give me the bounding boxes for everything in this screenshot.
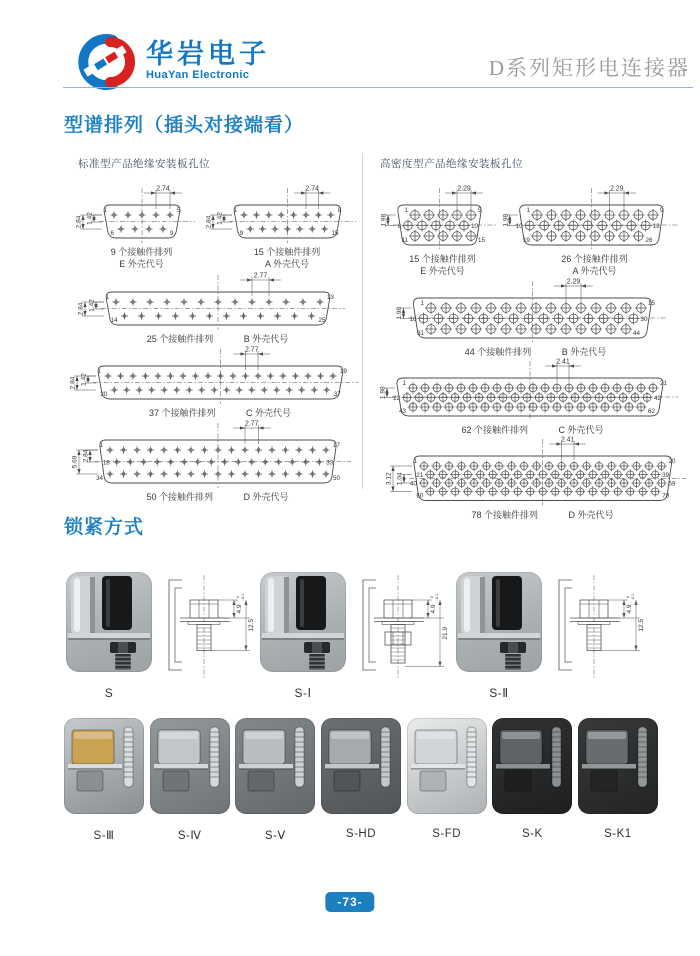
locking-tile-sk1: [578, 718, 658, 842]
connector-photo-illustration: [492, 718, 572, 814]
connector-photo-illustration: [407, 718, 487, 814]
tile-label: S-HD: [345, 828, 377, 840]
connector-diagram-15pin: [194, 185, 360, 270]
svg-text:20: 20: [100, 391, 108, 398]
svg-text:25: 25: [318, 317, 326, 324]
connector-25pin-drawing: [66, 272, 349, 332]
svg-text:1: 1: [420, 300, 424, 307]
svg-text:2.84: 2.84: [82, 449, 90, 463]
svg-text:31: 31: [417, 330, 424, 337]
connector-78hd-drawing: [374, 436, 691, 508]
svg-text:12.5: 12.5: [248, 618, 255, 632]
locking-label: S-Ⅱ: [489, 686, 509, 700]
connector-diagram-78hd: [374, 436, 691, 521]
svg-text:2.29: 2.29: [609, 185, 624, 193]
svg-text:42: 42: [654, 395, 661, 402]
svg-text:2.77: 2.77: [253, 272, 268, 280]
svg-text:9: 9: [239, 230, 244, 237]
svg-text:9: 9: [660, 207, 664, 214]
connector-diagram-37pin: [58, 346, 362, 419]
svg-text:26: 26: [645, 237, 653, 244]
pin-count-label: 78 个接触件排列: [471, 510, 538, 520]
document-title: D系列矩形电连接器: [488, 56, 690, 80]
connector-photo-illustration: [150, 718, 230, 814]
svg-text:4.9: 4.9: [430, 604, 437, 614]
connector-44hd-drawing: [392, 278, 670, 345]
svg-text:1.42: 1.42: [216, 212, 224, 225]
svg-text:1.98: 1.98: [396, 306, 403, 320]
connector-photo-illustration: [66, 572, 152, 672]
locking-group-s2: [456, 572, 646, 700]
locking-label: S-Ⅰ: [294, 686, 312, 700]
connector-15hd-drawing: [376, 185, 500, 252]
shell-code-label: B 外壳代号: [243, 334, 289, 344]
svg-text:2.41: 2.41: [556, 358, 570, 366]
svg-text:19: 19: [523, 237, 530, 244]
locking-photo-s2: [456, 572, 542, 672]
svg-text:-0.1: -0.1: [241, 593, 245, 601]
svg-text:1: 1: [402, 380, 406, 387]
pin-count-label: 15 个接触件排列: [409, 254, 476, 264]
locking-drawing-s2: [550, 570, 646, 684]
svg-text:1: 1: [99, 442, 103, 449]
svg-text:22: 22: [393, 395, 400, 402]
svg-text:14: 14: [110, 317, 118, 324]
svg-text:1.42: 1.42: [88, 299, 96, 312]
connector-diagram-62hd: [374, 358, 682, 436]
svg-text:1: 1: [404, 207, 408, 214]
locking-drawing-s1: [354, 570, 450, 684]
svg-text:4.9: 4.9: [626, 604, 633, 614]
svg-text:1: 1: [105, 294, 109, 301]
locking-tile-s3: [64, 718, 144, 842]
connector-37pin-drawing: [58, 346, 362, 406]
column-divider: [362, 153, 363, 489]
svg-text:1.98: 1.98: [379, 386, 387, 400]
svg-text:15: 15: [648, 300, 655, 307]
connector-diagram-9pin: [64, 185, 199, 270]
connector-62hd-drawing: [374, 358, 682, 423]
svg-text:3.12: 3.12: [385, 472, 393, 486]
connector-photo-illustration: [321, 718, 401, 814]
locking-tile-sk: [492, 718, 572, 842]
svg-text:9: 9: [170, 230, 174, 237]
svg-text:5.69: 5.69: [71, 455, 79, 469]
svg-text:2.77: 2.77: [244, 420, 259, 428]
tile-label: S-K: [521, 828, 543, 840]
svg-text:2.84: 2.84: [69, 376, 77, 390]
pin-count-label: 15 个接触件排列: [253, 247, 321, 257]
connector-diagram-44hd: [392, 278, 670, 358]
svg-text:5: 5: [478, 207, 482, 214]
svg-text:2.29: 2.29: [457, 185, 471, 193]
pin-count-label: 9 个接触件排列: [110, 247, 173, 257]
svg-text:1.98: 1.98: [380, 213, 388, 227]
locking-group-s: [66, 572, 256, 700]
shell-code-label: D 外壳代号: [568, 510, 614, 520]
connector-photo-illustration: [260, 572, 346, 672]
svg-text:2.84: 2.84: [205, 215, 213, 229]
svg-text:-0.1: -0.1: [435, 593, 439, 601]
connector-9pin-drawing: [64, 185, 199, 245]
locking-photo-s1: [260, 572, 346, 672]
svg-text:40: 40: [410, 480, 417, 488]
svg-text:59: 59: [668, 480, 676, 488]
svg-text:60: 60: [416, 492, 424, 500]
svg-text:5: 5: [177, 207, 181, 214]
svg-text:12.5: 12.5: [638, 618, 645, 632]
svg-text:18: 18: [102, 459, 110, 467]
svg-text:2.77: 2.77: [244, 346, 259, 354]
svg-text:37: 37: [333, 391, 341, 398]
svg-text:1: 1: [97, 368, 101, 375]
svg-text:1: 1: [103, 207, 107, 214]
svg-text:6: 6: [397, 223, 401, 230]
pin-count-label: 50 个接触件排列: [146, 492, 213, 502]
svg-text:1.04: 1.04: [396, 472, 404, 486]
brand-name-cn: 华岩电子: [146, 39, 270, 69]
svg-text:10: 10: [515, 223, 523, 230]
connector-15pin-drawing: [194, 185, 360, 245]
locking-tile-sfd: [407, 718, 487, 842]
section-title-locking: 锁紧方式: [64, 517, 145, 538]
pin-count-label: 62 个接触件排列: [461, 425, 528, 435]
svg-text:30: 30: [640, 316, 648, 323]
svg-text:15: 15: [331, 230, 339, 237]
svg-text:11: 11: [401, 237, 408, 244]
header-divider: [63, 87, 693, 88]
locking-tile-s5: [235, 718, 315, 842]
svg-text:-0.1: -0.1: [631, 593, 635, 601]
svg-text:2.41: 2.41: [560, 436, 575, 444]
section-title-layout: 型谱排列（插头对接端看）: [64, 115, 305, 136]
shell-code-label: C 外壳代号: [558, 425, 604, 435]
svg-text:16: 16: [409, 316, 417, 323]
svg-text:2.84: 2.84: [77, 302, 85, 316]
shell-code-label: A 外壳代号: [264, 259, 309, 269]
locking-tile-s4: [150, 718, 230, 842]
shell-code-label: B 外壳代号: [561, 347, 607, 357]
svg-text:4.9: 4.9: [236, 604, 243, 614]
locking-photo-s: [66, 572, 152, 672]
svg-text:20: 20: [668, 458, 676, 465]
locking-label: S: [104, 686, 114, 700]
svg-text:1.42: 1.42: [80, 373, 88, 386]
svg-text:21: 21: [660, 380, 667, 387]
shell-code-label: E 外壳代号: [119, 259, 164, 269]
svg-text:0: 0: [430, 595, 434, 599]
pin-count-label: 26 个接触件排列: [561, 254, 628, 264]
connector-50pin-drawing: [60, 420, 355, 490]
brand-block: [146, 40, 270, 81]
svg-text:13: 13: [327, 294, 334, 301]
svg-text:1: 1: [233, 207, 237, 214]
svg-text:8: 8: [337, 207, 342, 214]
svg-text:0: 0: [236, 595, 240, 599]
svg-text:19: 19: [340, 368, 347, 375]
connector-diagram-50pin: [60, 420, 355, 503]
connector-photo-illustration: [578, 718, 658, 814]
tile-label: S-Ⅳ: [177, 830, 202, 842]
locking-tile-shd: [321, 718, 401, 842]
column-title-standard: 标准型产品绝缘安装板孔位: [78, 158, 210, 170]
locking-tiles-row: [64, 718, 658, 842]
svg-text:1.42: 1.42: [86, 212, 94, 225]
tile-label: S-K1: [604, 828, 632, 840]
connector-diagram-15hd: [376, 185, 500, 277]
svg-text:15: 15: [478, 237, 485, 244]
svg-text:43: 43: [399, 408, 406, 415]
svg-text:50: 50: [333, 475, 340, 482]
svg-text:2.74: 2.74: [156, 185, 170, 193]
tile-label: S-Ⅲ: [93, 830, 115, 842]
svg-text:1: 1: [526, 207, 530, 214]
svg-text:2.29: 2.29: [566, 278, 581, 286]
shell-code-label: C 外壳代号: [246, 408, 292, 418]
connector-diagram-26hd: [498, 185, 682, 277]
svg-text:10: 10: [471, 223, 478, 230]
svg-text:6: 6: [110, 230, 114, 237]
svg-text:17: 17: [333, 442, 340, 449]
svg-text:1: 1: [413, 458, 417, 465]
pin-count-label: 37 个接触件排列: [148, 408, 216, 418]
svg-text:33: 33: [326, 459, 334, 467]
svg-text:21: 21: [416, 472, 424, 479]
connector-diagram-25pin: [66, 272, 349, 345]
svg-text:2.74: 2.74: [305, 185, 320, 193]
pin-count-label: 25 个接触件排列: [146, 334, 214, 344]
svg-text:34: 34: [96, 475, 103, 482]
locking-drawing-s: [160, 570, 256, 684]
svg-text:0: 0: [626, 595, 630, 599]
connector-photo-illustration: [64, 718, 144, 814]
svg-text:1.98: 1.98: [502, 213, 510, 227]
connector-photo-illustration: [235, 718, 315, 814]
connector-26hd-drawing: [498, 185, 682, 252]
svg-text:39: 39: [662, 472, 670, 479]
shell-code-label: E 外壳代号: [420, 266, 465, 276]
connector-photo-illustration: [456, 572, 542, 672]
svg-text:18: 18: [652, 223, 660, 230]
svg-text:78: 78: [662, 492, 670, 500]
pin-count-label: 44 个接触件排列: [464, 347, 532, 357]
svg-text:2.84: 2.84: [75, 215, 83, 229]
locking-group-s1: [260, 572, 450, 700]
column-title-high-density: 高密度型产品绝缘安装板孔位: [380, 158, 523, 170]
svg-text:44: 44: [633, 330, 640, 337]
brand-name-en: HuaYan Electronic: [146, 69, 250, 81]
shell-code-label: D 外壳代号: [243, 492, 289, 502]
page-number-badge: -73-: [325, 892, 374, 912]
tile-label: S-FD: [432, 828, 462, 840]
huayan-logo-icon: [74, 34, 136, 90]
svg-text:62: 62: [648, 408, 655, 415]
svg-text:21.9: 21.9: [442, 626, 449, 640]
tile-label: S-Ⅴ: [264, 830, 286, 842]
shell-code-label: A 外壳代号: [572, 266, 617, 276]
